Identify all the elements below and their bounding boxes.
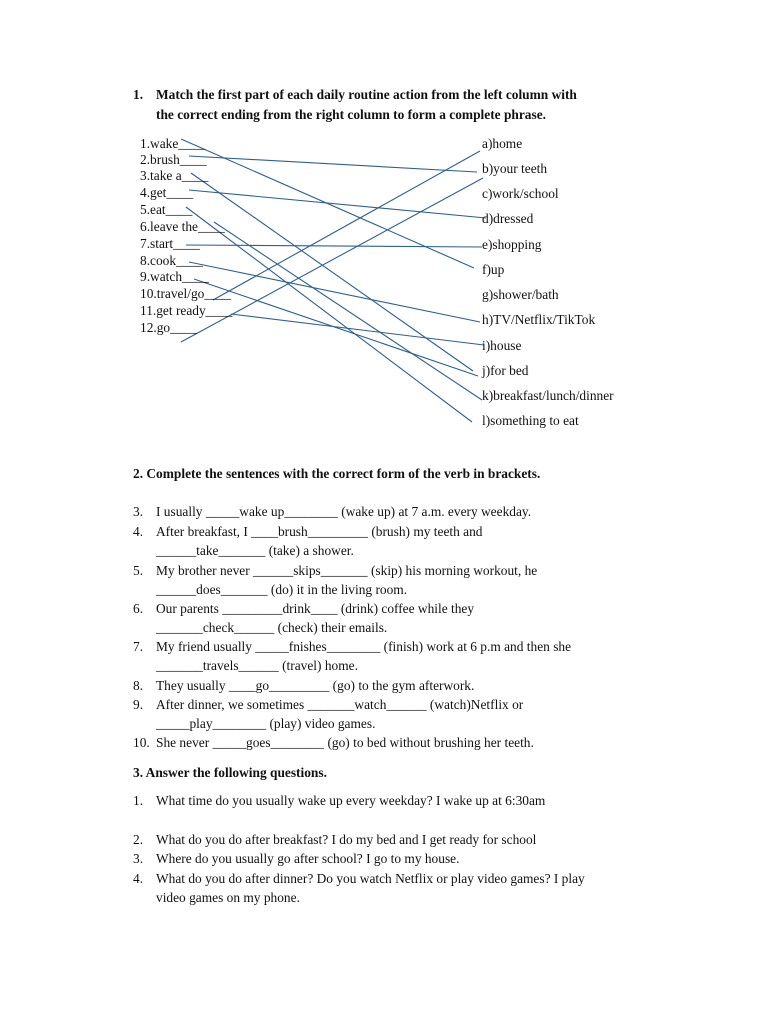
match-line	[194, 279, 478, 376]
left-item: 3.take a____	[140, 168, 209, 183]
right-item: g)shower/bath	[482, 287, 559, 302]
right-item: k)breakfast/lunch/dinner	[482, 388, 614, 403]
item-text: _______travels______ (travel) home.	[156, 658, 358, 674]
left-item: 8.cook____	[140, 253, 203, 268]
left-item: 6.leave the____	[140, 219, 225, 234]
left-item: 4.get____	[140, 185, 194, 200]
match-line	[186, 245, 482, 247]
item-text: After breakfast, I ____brush_________ (brush) my teeth and	[156, 524, 483, 539]
matching-lines	[0, 0, 768, 460]
match-line	[214, 222, 482, 400]
section3-heading: 3. Answer the following questions.	[133, 765, 327, 780]
left-item: 12.go____	[140, 320, 197, 335]
item-text: _______check______ (check) their emails.	[156, 620, 388, 636]
item-text: video games on my phone.	[156, 890, 300, 906]
item-number: 3.	[133, 504, 144, 519]
item-number: 3.	[133, 851, 144, 866]
right-item: d)dressed	[482, 211, 534, 226]
item-number: 4.	[133, 871, 144, 886]
right-item: a)home	[482, 136, 523, 151]
right-item: c)work/school	[482, 186, 559, 201]
item-text: ______take_______ (take) a shower.	[156, 543, 354, 559]
left-item: 5.eat____	[140, 202, 193, 217]
item-text: Where do you usually go after school? I go to my house.	[156, 851, 460, 866]
item-number: 9.	[133, 697, 144, 712]
right-item: f)up	[482, 262, 505, 277]
item-number: 2.	[133, 832, 144, 847]
item-number: 1.	[133, 793, 144, 808]
left-item: 2.brush____	[140, 152, 207, 167]
item-text: They usually ____go_________ (go) to the gym afterwork.	[156, 678, 475, 693]
item-text: What time do you usually wake up every weekday? I wake up at 6:30am	[156, 793, 546, 808]
item-text: My friend usually _____fnishes________ (finish) work at 6 p.m and then she	[156, 639, 572, 654]
item-number: 4.	[133, 524, 144, 539]
item-number: 10.	[133, 735, 150, 750]
left-item: 1.wake____	[140, 136, 206, 151]
right-item: h)TV/Netflix/TikTok	[482, 312, 596, 327]
left-item: 7.start____	[140, 236, 200, 251]
match-line	[213, 151, 480, 300]
section1-number: 1.	[133, 87, 144, 102]
section2-heading: 2. Complete the sentences with the correct form of the verb in brackets.	[133, 466, 541, 481]
right-item: i)house	[482, 338, 522, 353]
right-item: b)your teeth	[482, 161, 548, 176]
item-text: I usually _____wake up________ (wake up) at 7 a.m. every weekday.	[156, 504, 532, 519]
match-line	[191, 173, 473, 371]
match-line	[189, 190, 486, 218]
item-number: 8.	[133, 678, 144, 693]
item-text: What do you do after dinner? Do you watch Netflix or play video games? I play	[156, 871, 585, 886]
left-item: 10.travel/go____	[140, 286, 232, 301]
item-text: Our parents _________drink____ (drink) coffee while they	[156, 601, 475, 616]
section1-heading-line2: the correct ending from the right column to form a complete phrase.	[156, 107, 546, 122]
right-item: j)for bed	[482, 363, 529, 378]
match-line	[189, 156, 477, 172]
item-text: ______does_______ (do) it in the living room.	[156, 582, 408, 598]
item-text: What do you do after breakfast? I do my bed and I get ready for school	[156, 832, 537, 847]
item-text: My brother never ______skips_______ (skip) his morning workout, he	[156, 563, 538, 578]
left-item: 11.get ready____	[140, 303, 233, 318]
item-text: She never _____goes________ (go) to bed without brushing her teeth.	[156, 735, 534, 750]
item-text: _____play________ (play) video games.	[156, 716, 376, 732]
item-text: After dinner, we sometimes _______watch______ (watch)Netflix or	[156, 697, 524, 712]
item-number: 7.	[133, 639, 144, 654]
left-item: 9.watch____	[140, 269, 209, 284]
section1-heading-line1: Match the first part of each daily routine action from the left column with	[156, 87, 577, 102]
item-number: 5.	[133, 563, 144, 578]
right-item: l)something to eat	[482, 413, 579, 428]
match-line	[231, 314, 484, 345]
right-item: e)shopping	[482, 237, 542, 252]
item-number: 6.	[133, 601, 144, 616]
